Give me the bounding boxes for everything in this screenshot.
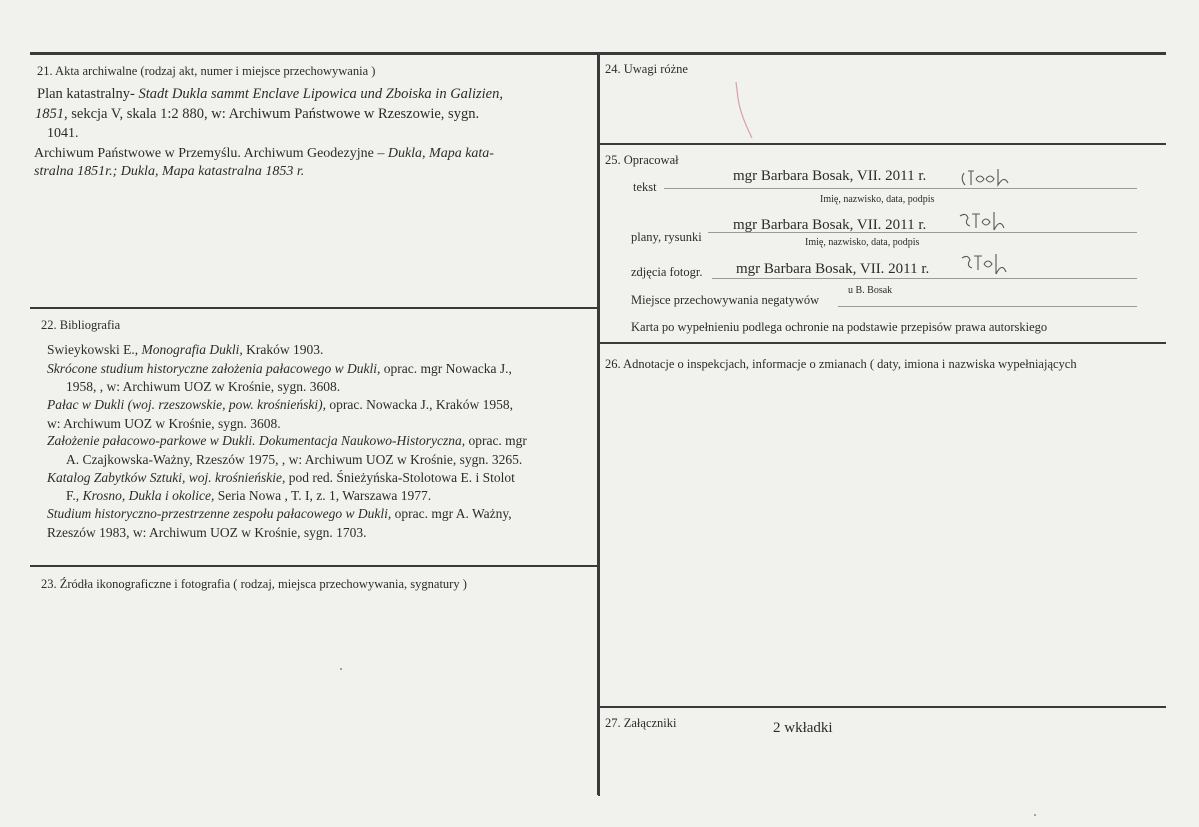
bib-line-9 (66, 487, 431, 504)
bib-10a: Studium historyczno-przestrzenne zespołu pałacowego w Dukli, (47, 506, 392, 521)
archive-line-4b: Dukla, Mapa kata- (387, 146, 494, 161)
bib-8a: Katalog Zabytków Sztuki, woj. krośnieńskie, (47, 470, 286, 485)
negatywy-label: Miejsce przechowywania negatywów (631, 293, 820, 307)
bib-line-2 (47, 360, 512, 377)
bib-1c: Kraków 1903. (242, 342, 324, 357)
archive-line-3: 1041. (47, 126, 79, 141)
archive-line-1 (37, 86, 503, 103)
bib-9b: Krosno, Dukla i okolice, (82, 488, 215, 503)
bib-line-7: A. Czajkowska-Ważny, Rzeszów 1975, , w: Archiwum UOZ w Krośnie, sygn. 3265. (66, 452, 523, 467)
archive-line-2 (35, 106, 479, 123)
tekst-underline (664, 188, 1137, 189)
section-27-value: 2 wkładki (773, 720, 833, 736)
archive-line-4 (34, 145, 494, 162)
negatywy-value: u B. Bosak (848, 285, 893, 296)
bib-6a: Założenie pałacowo-parkowe w Dukli. Dokumentacja Naukowo-Historyczna, (47, 433, 466, 448)
divider-22-23 (30, 565, 599, 567)
section-25-header: 25. Opracował (605, 153, 679, 167)
divider-26-27 (598, 706, 1166, 708)
tekst-label: tekst (633, 180, 657, 194)
archive-line-2b: sekcja V, skala 1:2 880, w: Archiwum Państwowe w Rzeszowie, sygn. (67, 106, 480, 122)
plany-value: mgr Barbara Bosak, VII. 2011 r. (733, 217, 927, 233)
bib-line-1 (47, 341, 323, 358)
section-25-footer: Karta po wypełnieniu podlega ochronie na podstawie przepisów prawa autorskiego (631, 320, 1048, 334)
section-21-header: 21. Akta archiwalne (rodzaj akt, numer i miejsce przechowywania ) (37, 64, 376, 78)
section-23-header: 23. Źródła ikonograficzne i fotografia ( rodzaj, miejsca przechowywania, sygnatury ) (41, 577, 467, 591)
archive-line-4a: Archiwum Państwowe w Przemyślu. Archiwum Geodezyjne – (34, 146, 388, 161)
bib-4b: oprac. Nowacka J., Kraków 1958, (325, 397, 514, 412)
section-22-header: 22. Bibliografia (41, 318, 121, 332)
pink-pencil-mark (730, 78, 760, 150)
plany-label: plany, rysunki (631, 230, 702, 244)
paper-speck (340, 668, 342, 670)
bib-2b: oprac. mgr Nowacka J., (380, 361, 512, 376)
bib-9a: F., (66, 488, 83, 503)
archive-line-2a: 1851, (35, 106, 68, 122)
divider-24-25 (598, 143, 1166, 145)
bib-10b: oprac. mgr A. Ważny, (391, 506, 512, 521)
archive-line-1b: Stadt Dukla sammt Enclave Lipowica und Zboiska in Galizien, (138, 86, 503, 102)
center-divider (597, 52, 600, 795)
signature-2 (956, 208, 1016, 236)
bib-2a: Skrócone studium historyczne założenia pałacowego w Dukli, (47, 361, 381, 376)
caption-1: Imię, nazwisko, data, podpis (820, 194, 935, 205)
signature-3 (958, 250, 1018, 280)
bib-line-11: Rzeszów 1983, w: Archiwum UOZ w Krośnie, sygn. 1703. (47, 525, 367, 540)
archive-line-5: stralna 1851r.; Dukla, Mapa katastralna 1853 r. (34, 164, 305, 179)
section-27-header: 27. Załączniki (605, 716, 677, 730)
divider-21-22 (30, 307, 599, 309)
divider-25-26 (598, 342, 1166, 344)
bib-1b: Monografia Dukli, (141, 342, 243, 357)
bib-line-6 (47, 432, 527, 449)
tekst-value: mgr Barbara Bosak, VII. 2011 r. (733, 168, 927, 184)
bib-line-8 (47, 469, 515, 486)
section-26-header: 26. Adnotacje o inspekcjach, informacje o zmianach ( daty, imiona i nazwiska wypełniających (605, 357, 1077, 371)
bib-9c: Seria Nowa , T. I, z. 1, Warszawa 1977. (214, 488, 432, 503)
bib-8b: pod red. Śnieżyńska-Stolotowa E. i Stolot (285, 470, 515, 485)
signature-1 (958, 165, 1018, 191)
zdjecia-label: zdjęcia fotogr. (631, 265, 703, 279)
caption-2: Imię, nazwisko, data, podpis (805, 237, 920, 248)
negatywy-underline (838, 306, 1137, 307)
section-24-header: 24. Uwagi różne (605, 62, 688, 76)
bib-line-4 (47, 396, 513, 413)
left-bottom-rule (598, 794, 600, 796)
bib-1a: Swieykowski E., (47, 342, 142, 357)
zdjecia-value: mgr Barbara Bosak, VII. 2011 r. (736, 261, 930, 277)
paper-speck (1034, 814, 1036, 816)
bib-line-3: 1958, , w: Archiwum UOZ w Krośnie, sygn. 3608. (66, 379, 341, 394)
bib-6b: oprac. mgr (465, 433, 527, 448)
zdjecia-underline (712, 278, 1137, 279)
archive-line-1a: Plan katastralny- (37, 86, 139, 102)
bib-line-10 (47, 505, 512, 522)
bib-line-5: w: Archiwum UOZ w Krośnie, sygn. 3608. (47, 416, 281, 431)
bib-4a: Pałac w Dukli (woj. rzeszowskie, pow. krośnieński), (47, 397, 326, 412)
